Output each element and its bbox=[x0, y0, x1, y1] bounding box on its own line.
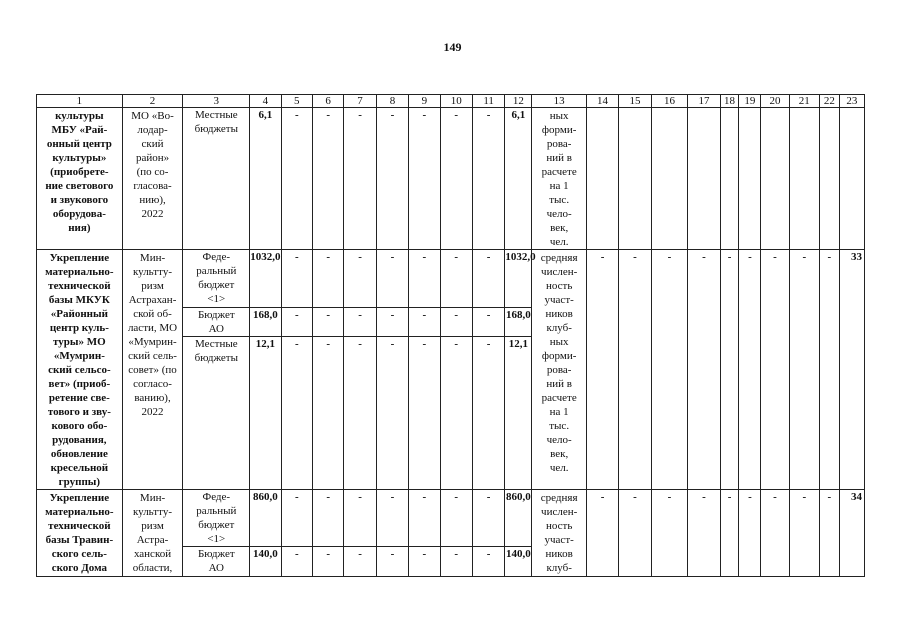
indicator-value-cell: - bbox=[819, 250, 839, 490]
indicator-value-cell: - bbox=[619, 250, 651, 490]
amount-year-cell: - bbox=[344, 250, 376, 308]
table-row bbox=[37, 250, 865, 308]
indicator-value-cell: - bbox=[739, 250, 761, 490]
program-table bbox=[36, 94, 865, 577]
executor-cell: МО «Во- лодар- ский район» (по со- гласова- нию), 2022 bbox=[122, 108, 183, 250]
header-cell-6: 6 bbox=[312, 95, 343, 108]
amount-year-cell: - bbox=[281, 337, 312, 490]
amount-total-cell: 140,0 bbox=[250, 547, 281, 577]
indicator-value-cell: - bbox=[789, 490, 819, 577]
indicator-value-cell: - bbox=[720, 250, 739, 490]
indicator-cell: ных форми- рова- ний в расчете на 1 тыс. чело- век, чел. bbox=[532, 108, 586, 250]
amount-year-cell: - bbox=[312, 337, 343, 490]
amount-year-cell: - bbox=[344, 547, 376, 577]
indicator-cell: средняя числен- ность участ- ников клуб- ных форми- рова- ний в расчете на 1 тыс. чело- век, чел. bbox=[532, 250, 586, 490]
amount-year-cell: - bbox=[472, 337, 504, 490]
amount-year-cell: - bbox=[376, 490, 408, 547]
executor-cell: Мин- культтy- ризм Астрахан- ской об- ласти, МО «Мумрин- ский сель- совет» (по согласо- ванию), 2022 bbox=[122, 250, 183, 490]
indicator-target-cell: 33 bbox=[839, 250, 864, 490]
amount-2022-cell: 860,0 bbox=[505, 490, 532, 547]
indicator-value-cell: - bbox=[619, 490, 651, 577]
amount-year-cell: - bbox=[440, 337, 472, 490]
amount-total-cell: 860,0 bbox=[250, 490, 281, 547]
indicator-value-cell: - bbox=[739, 490, 761, 577]
header-cell-9: 9 bbox=[409, 95, 440, 108]
header-cell-5: 5 bbox=[281, 95, 312, 108]
amount-year-cell: - bbox=[440, 108, 472, 250]
amount-year-cell: - bbox=[472, 108, 504, 250]
funding-source-cell: Феде- ральный бюджет <1> bbox=[183, 490, 250, 547]
event-name-cell: культуры МБУ «Рай- онный центр культуры» (приобрете- ние светового и звукового оборудова- ния) bbox=[37, 108, 123, 250]
amount-year-cell: - bbox=[409, 337, 440, 490]
header-cell-8: 8 bbox=[376, 95, 408, 108]
indicator-value-cell: - bbox=[586, 490, 618, 577]
header-cell-1: 1 bbox=[37, 95, 123, 108]
indicator-value-cell: - bbox=[688, 490, 720, 577]
indicator-value-cell: - bbox=[651, 490, 688, 577]
amount-total-cell: 6,1 bbox=[250, 108, 281, 250]
event-name-cell: Укрепление материально- технической базы Травин- ского сель- ского Дома bbox=[37, 490, 123, 577]
header-cell-7: 7 bbox=[344, 95, 376, 108]
indicator-value-cell: - bbox=[651, 250, 688, 490]
amount-2022-cell: 168,0 bbox=[505, 307, 532, 336]
amount-year-cell: - bbox=[472, 307, 504, 336]
amount-year-cell: - bbox=[344, 490, 376, 547]
amount-2022-cell: 140,0 bbox=[505, 547, 532, 577]
header-cell-16: 16 bbox=[651, 95, 688, 108]
amount-year-cell: - bbox=[440, 490, 472, 547]
amount-total-cell: 1032,0 bbox=[250, 250, 281, 308]
header-cell-14: 14 bbox=[586, 95, 618, 108]
amount-year-cell: - bbox=[312, 307, 343, 336]
amount-2022-cell: 1032,0 bbox=[505, 250, 532, 308]
amount-year-cell: - bbox=[409, 490, 440, 547]
amount-year-cell: - bbox=[440, 547, 472, 577]
header-cell-12: 12 bbox=[505, 95, 532, 108]
amount-year-cell: - bbox=[281, 108, 312, 250]
header-cell-22: 22 bbox=[819, 95, 839, 108]
amount-year-cell: - bbox=[376, 108, 408, 250]
table-row bbox=[37, 490, 865, 547]
amount-year-cell: - bbox=[376, 547, 408, 577]
amount-year-cell: - bbox=[440, 307, 472, 336]
header-cell-15: 15 bbox=[619, 95, 651, 108]
indicator-value-cell: - bbox=[761, 250, 789, 490]
amount-2022-cell: 12,1 bbox=[505, 337, 532, 490]
indicator-value-cell bbox=[619, 108, 651, 250]
amount-year-cell: - bbox=[472, 547, 504, 577]
header-cell-11: 11 bbox=[472, 95, 504, 108]
amount-year-cell: - bbox=[281, 547, 312, 577]
funding-source-cell: Бюджет АО bbox=[183, 547, 250, 577]
indicator-value-cell: - bbox=[586, 250, 618, 490]
header-cell-18: 18 bbox=[720, 95, 739, 108]
indicator-target-cell: 34 bbox=[839, 490, 864, 577]
amount-year-cell: - bbox=[409, 547, 440, 577]
header-cell-3: 3 bbox=[183, 95, 250, 108]
table-row bbox=[37, 108, 865, 250]
amount-year-cell: - bbox=[409, 250, 440, 308]
indicator-target-cell bbox=[839, 108, 864, 250]
amount-year-cell: - bbox=[409, 307, 440, 336]
amount-year-cell: - bbox=[344, 337, 376, 490]
indicator-value-cell bbox=[688, 108, 720, 250]
indicator-value-cell: - bbox=[688, 250, 720, 490]
header-cell-19: 19 bbox=[739, 95, 761, 108]
indicator-value-cell bbox=[819, 108, 839, 250]
header-cell-17: 17 bbox=[688, 95, 720, 108]
header-cell-13: 13 bbox=[532, 95, 586, 108]
header-cell-21: 21 bbox=[789, 95, 819, 108]
amount-year-cell: - bbox=[312, 250, 343, 308]
header-cell-23: 23 bbox=[839, 95, 864, 108]
amount-year-cell: - bbox=[472, 250, 504, 308]
amount-year-cell: - bbox=[312, 547, 343, 577]
indicator-cell: средняя числен- ность участ- ников клуб- bbox=[532, 490, 586, 577]
indicator-value-cell bbox=[761, 108, 789, 250]
amount-year-cell: - bbox=[409, 108, 440, 250]
indicator-value-cell bbox=[651, 108, 688, 250]
amount-year-cell: - bbox=[376, 250, 408, 308]
amount-year-cell: - bbox=[281, 250, 312, 308]
executor-cell: Мин- культтy- ризм Астра- ханской области, bbox=[122, 490, 183, 577]
amount-year-cell: - bbox=[472, 490, 504, 547]
amount-year-cell: - bbox=[312, 490, 343, 547]
amount-year-cell: - bbox=[281, 307, 312, 336]
indicator-value-cell: - bbox=[720, 490, 739, 577]
amount-year-cell: - bbox=[312, 108, 343, 250]
header-cell-4: 4 bbox=[250, 95, 281, 108]
amount-total-cell: 168,0 bbox=[250, 307, 281, 336]
amount-year-cell: - bbox=[344, 108, 376, 250]
amount-2022-cell: 6,1 bbox=[505, 108, 532, 250]
header-cell-10: 10 bbox=[440, 95, 472, 108]
amount-year-cell: - bbox=[281, 490, 312, 547]
funding-source-cell: Местные бюджеты bbox=[183, 337, 250, 490]
indicator-value-cell: - bbox=[819, 490, 839, 577]
funding-source-cell: Бюджет АО bbox=[183, 307, 250, 336]
indicator-value-cell: - bbox=[789, 250, 819, 490]
indicator-value-cell: - bbox=[761, 490, 789, 577]
indicator-value-cell bbox=[720, 108, 739, 250]
amount-year-cell: - bbox=[376, 337, 408, 490]
amount-year-cell: - bbox=[376, 307, 408, 336]
event-name-cell: Укрепление материально- технической базы МКУК «Районный центр куль- туры» МО «Мумрин- ский сельсо- вет» (приоб- ретение све- тового и зву- кового обо- рудования, обновление кресельной группы) bbox=[37, 250, 123, 490]
header-row bbox=[37, 95, 865, 108]
amount-year-cell: - bbox=[440, 250, 472, 308]
header-cell-20: 20 bbox=[761, 95, 789, 108]
indicator-value-cell bbox=[789, 108, 819, 250]
indicator-value-cell bbox=[739, 108, 761, 250]
funding-source-cell: Феде- ральный бюджет <1> bbox=[183, 250, 250, 308]
amount-total-cell: 12,1 bbox=[250, 337, 281, 490]
header-cell-2: 2 bbox=[122, 95, 183, 108]
amount-year-cell: - bbox=[344, 307, 376, 336]
page-number: 149 bbox=[443, 40, 462, 54]
funding-source-cell: Местные бюджеты bbox=[183, 108, 250, 250]
indicator-value-cell bbox=[586, 108, 618, 250]
